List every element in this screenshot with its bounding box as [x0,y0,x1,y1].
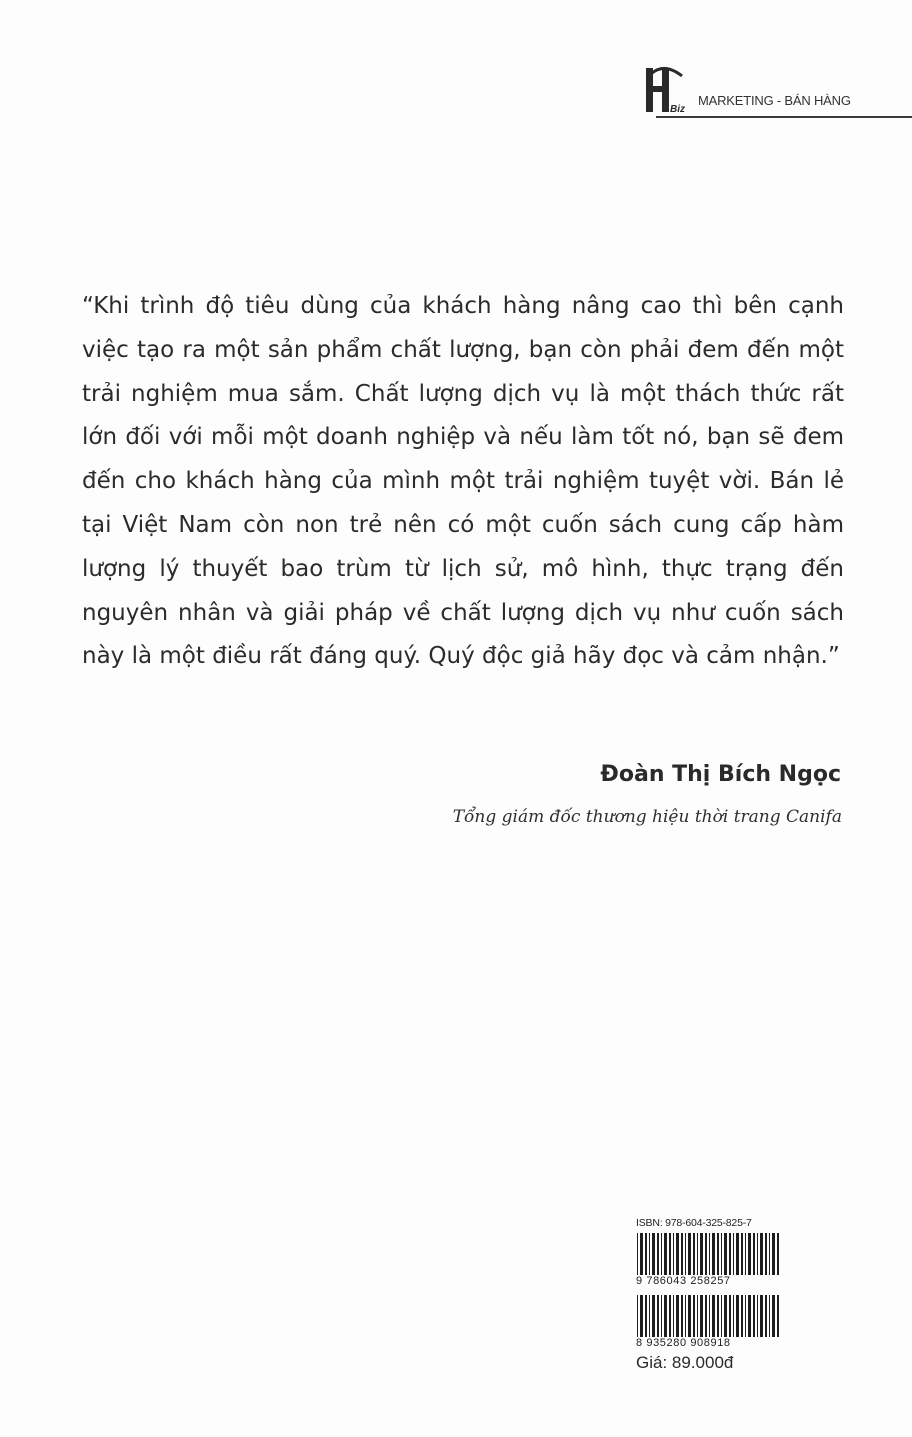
ean-barcode-number: 8 935280 908918 [636,1337,731,1349]
series-label: MARKETING - BÁN HÀNG [698,93,851,108]
quote-author: Đoàn Thị Bích Ngọc [600,762,841,787]
publisher-logo-icon [642,66,692,116]
series-rule [656,116,912,118]
isbn-barcode-number: 9 786043 258257 [636,1275,731,1287]
barcode-block [636,1217,786,1387]
logo-text: Biz [670,104,685,115]
isbn-barcode-icon [636,1233,781,1275]
publisher-series-mark [636,66,912,126]
ean-barcode-icon [636,1295,781,1337]
isbn-label: ISBN: 978-604-325-825-7 [636,1217,752,1229]
quote-text: “Khi trình độ tiêu dùng của khách hàng nâng cao thì bên cạnh việc tạo ra một sản phẩm chất lượng, bạn còn phải đem đến một trải nghiệm mua sắm. Chất lượng dịch vụ là một thách thức rất lớn đối với mỗi một doanh nghiệp và nếu làm tốt nó, bạn sẽ đem đến cho khách hàng của mình một trải nghiệm tuyệt vời. Bán lẻ tại Việt Nam còn non trẻ nên có một cuốn sách cung cấp hàm lượng lý thuyết bao trùm từ lịch sử, mô hình, thực trạng đến nguyên nhân và giải pháp về chất lượng dịch vụ như cuốn sách này là một điều rất đáng quý. Quý độc giả hãy đọc và cảm nhận.” [82,293,844,670]
quote-author-title: Tổng giám đốc thương hiệu thời trang Canifa [452,807,842,827]
price-label: Giá: 89.000đ [636,1353,734,1372]
